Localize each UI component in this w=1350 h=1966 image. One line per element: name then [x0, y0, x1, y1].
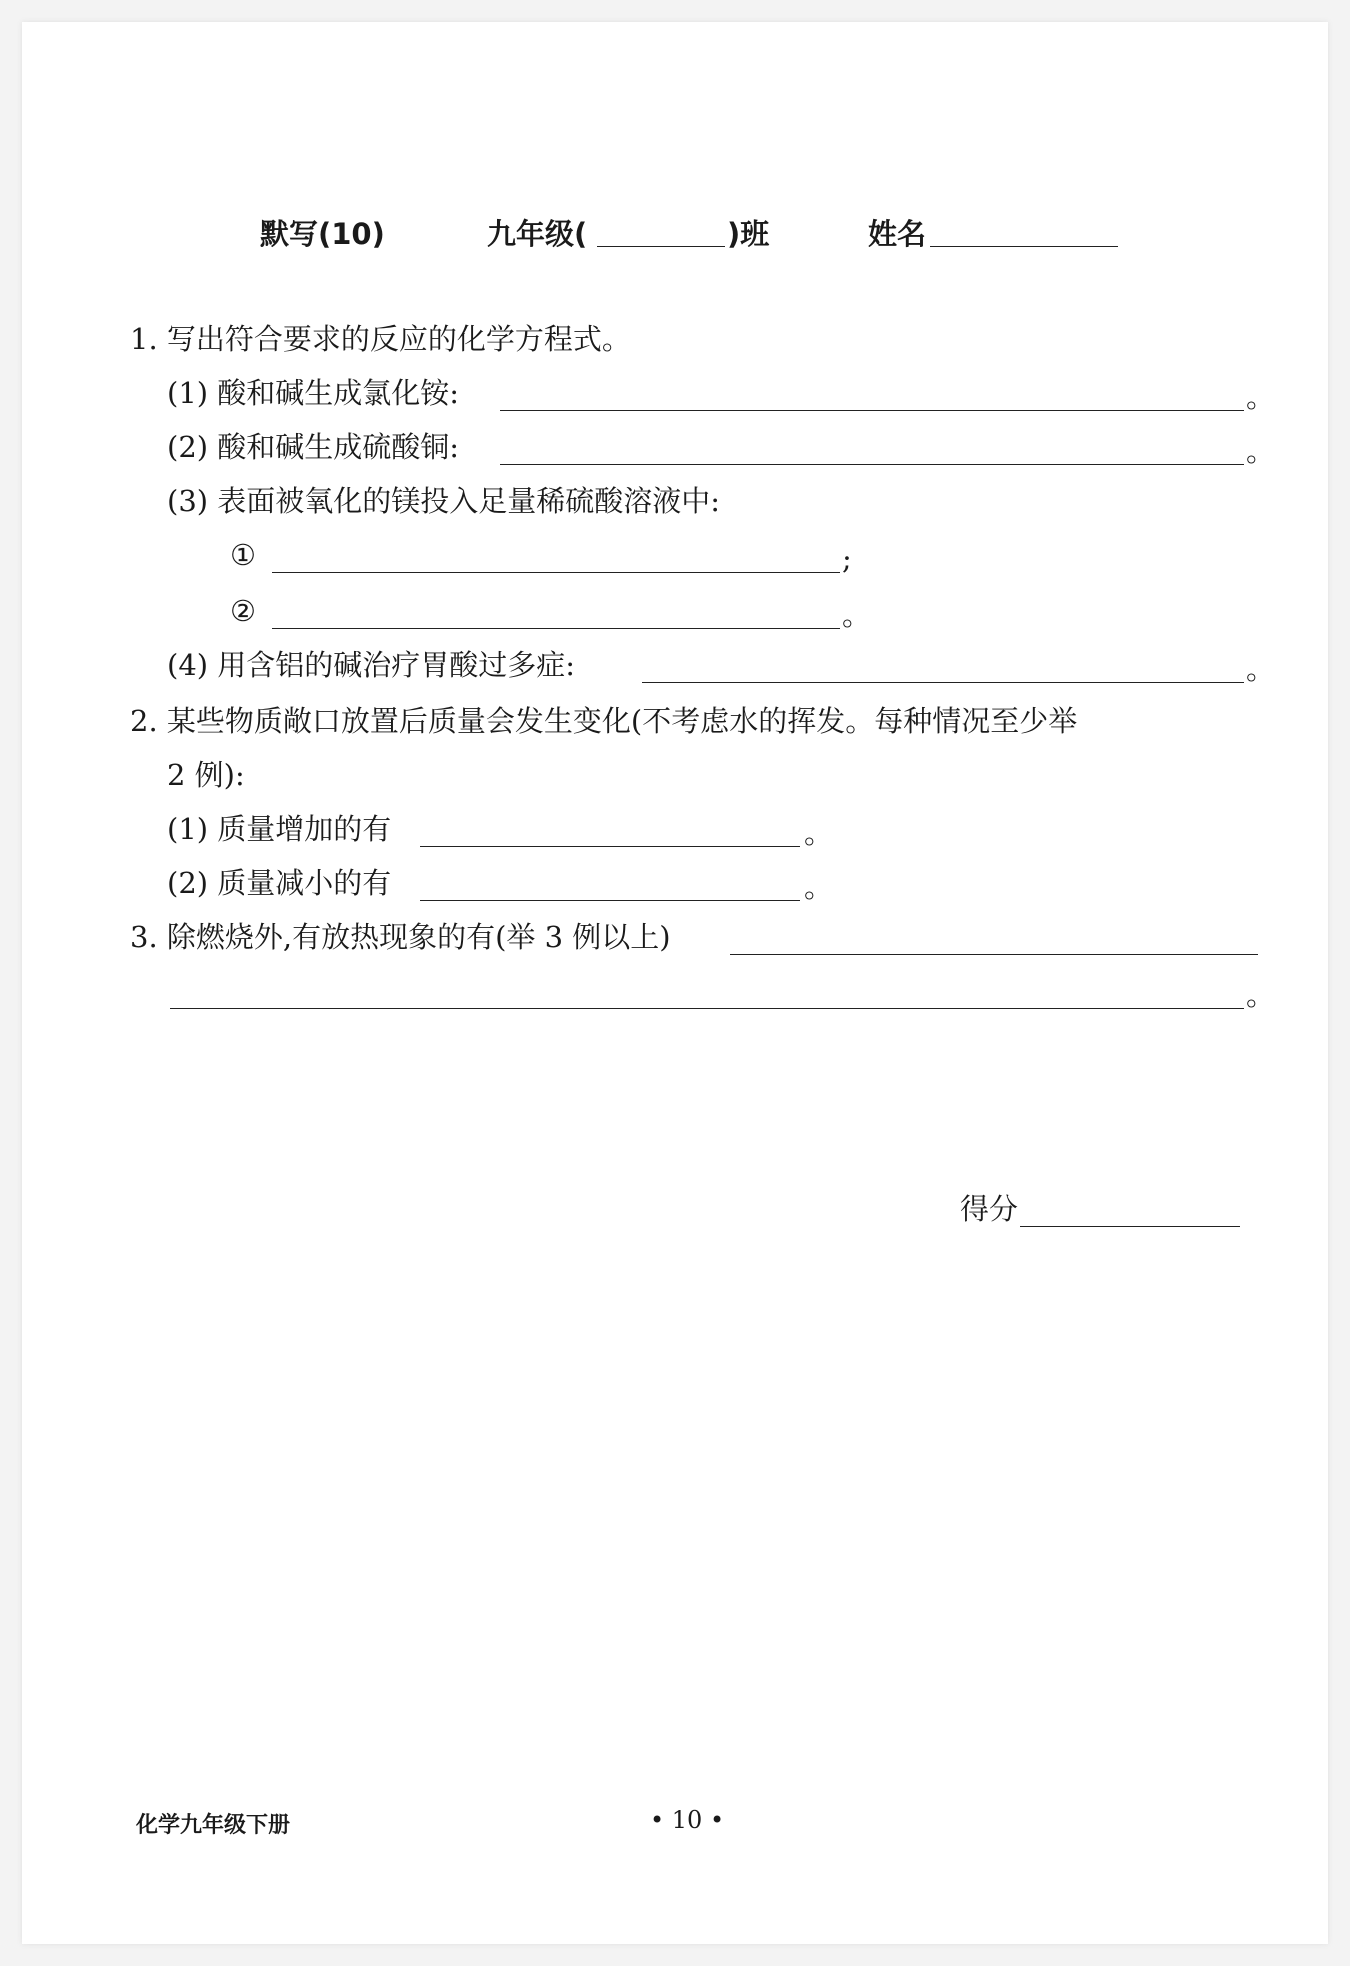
q1-item-3-sub-2-end: 。 — [842, 598, 872, 632]
grade-suffix: )班 — [727, 217, 770, 251]
q1-item-3-sub-1-label: ① — [230, 538, 256, 572]
q1-item-2-label: (2) 酸和碱生成硫酸铜: — [167, 430, 460, 464]
q2-item-2-end: 。 — [804, 870, 834, 904]
q1-item-3-sub-1-end: ; — [842, 542, 852, 576]
q1-item-4-end: 。 — [1246, 652, 1276, 686]
q1-item-4-blank[interactable] — [642, 682, 1244, 683]
q3-stem: 3. 除燃烧外,有放热现象的有(举 3 例以上) — [130, 920, 671, 954]
q3-blank-line-1[interactable] — [730, 954, 1258, 955]
q1-item-2-end: 。 — [1246, 434, 1276, 468]
page-number: • 10 • — [650, 1806, 725, 1834]
name-blank[interactable] — [930, 246, 1118, 247]
q1-item-4-label: (4) 用含铝的碱治疗胃酸过多症: — [167, 648, 576, 682]
q2-item-2-label: (2) 质量减小的有 — [167, 866, 392, 900]
grade-prefix: 九年级( — [487, 217, 588, 251]
q2-stem-line-1: 2. 某些物质敞口放置后质量会发生变化(不考虑水的挥发。每种情况至少举 — [130, 704, 1078, 738]
q1-item-3-sub-2-label: ② — [230, 594, 256, 628]
q2-item-1-label: (1) 质量增加的有 — [167, 812, 392, 846]
q3-end: 。 — [1246, 978, 1276, 1012]
score-blank[interactable] — [1020, 1226, 1240, 1227]
q1-item-1-blank[interactable] — [500, 410, 1244, 411]
q1-item-3-label: (3) 表面被氧化的镁投入足量稀硫酸溶液中: — [167, 484, 721, 518]
q1-item-3-sub-2-blank[interactable] — [272, 628, 840, 629]
q1-item-2-blank[interactable] — [500, 464, 1244, 465]
q1-item-3-sub-1-blank[interactable] — [272, 572, 840, 573]
q2-item-1-blank[interactable] — [420, 846, 800, 847]
q1-item-1-label: (1) 酸和碱生成氯化铵: — [167, 376, 460, 410]
worksheet-title: 默写(10) — [260, 217, 385, 251]
q2-stem-line-2: 2 例): — [167, 758, 245, 792]
class-blank[interactable] — [597, 246, 725, 247]
q1-stem: 1. 写出符合要求的反应的化学方程式。 — [130, 322, 631, 356]
q2-item-2-blank[interactable] — [420, 900, 800, 901]
book-title: 化学九年级下册 — [136, 1813, 291, 1838]
q1-item-1-end: 。 — [1246, 380, 1276, 414]
q3-blank-line-2[interactable] — [170, 1008, 1244, 1009]
name-label: 姓名 — [868, 217, 927, 251]
score-label: 得分 — [960, 1192, 1019, 1226]
worksheet-page — [22, 22, 1328, 1944]
q2-item-1-end: 。 — [804, 816, 834, 850]
